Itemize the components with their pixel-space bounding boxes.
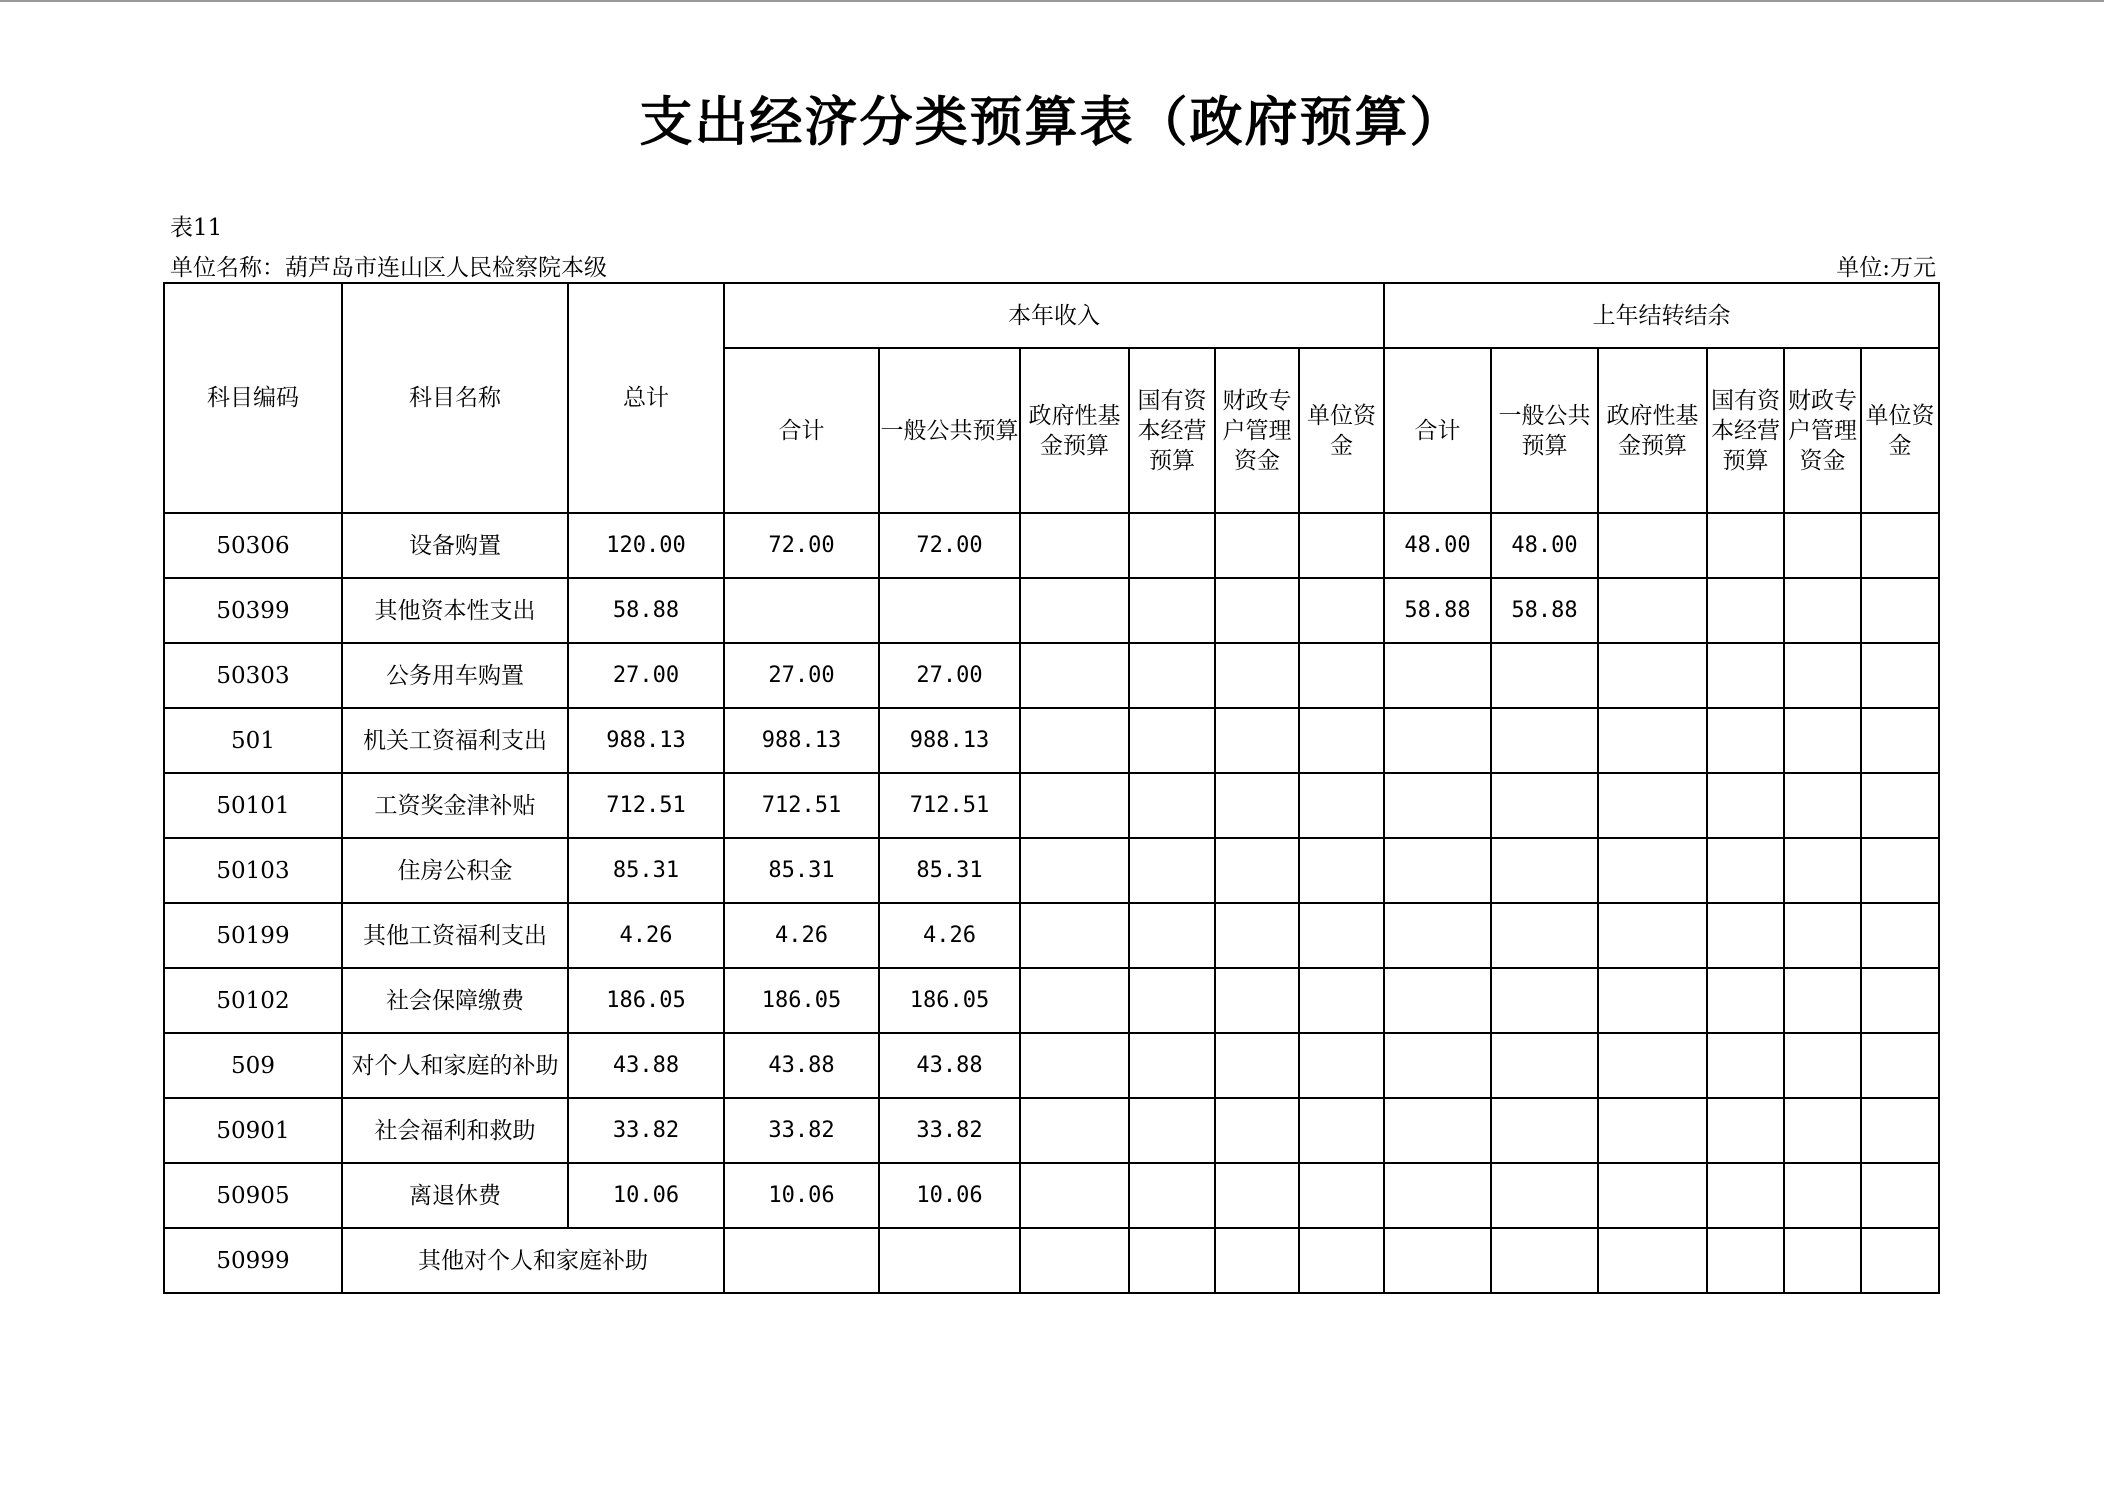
row-p-special <box>1784 1163 1861 1228</box>
row-name: 对个人和家庭的补助 <box>342 1033 568 1098</box>
row-p-unit <box>1861 1163 1939 1228</box>
row-total: 27.00 <box>568 643 724 708</box>
row-p-unit <box>1861 903 1939 968</box>
row-code: 50102 <box>164 968 342 1033</box>
row-name: 社会福利和救助 <box>342 1098 568 1163</box>
row-c-gen <box>879 578 1020 643</box>
row-p-special <box>1784 903 1861 968</box>
row-p-state <box>1707 1033 1784 1098</box>
table-row <box>164 968 1939 1033</box>
row-p-special <box>1784 513 1861 578</box>
row-code: 50999 <box>164 1228 342 1293</box>
row-c-fund <box>1020 1098 1129 1163</box>
row-c-sum: 186.05 <box>724 968 879 1033</box>
row-code: 501 <box>164 708 342 773</box>
row-total: 4.26 <box>568 903 724 968</box>
row-p-sum <box>1384 1033 1491 1098</box>
row-total: 58.88 <box>568 578 724 643</box>
row-p-state <box>1707 708 1784 773</box>
header-current-special: 财政专户管理资金 <box>1215 348 1299 513</box>
row-c-unit <box>1299 1228 1384 1293</box>
header-prior-sum: 合计 <box>1384 348 1491 513</box>
row-p-sum <box>1384 1163 1491 1228</box>
row-total: 120.00 <box>568 513 724 578</box>
row-p-special <box>1784 643 1861 708</box>
header-current-general: 一般公共预算 <box>879 348 1020 513</box>
row-c-special <box>1215 578 1299 643</box>
row-c-sum: 988.13 <box>724 708 879 773</box>
table-row <box>164 708 1939 773</box>
row-c-gen <box>879 1228 1020 1293</box>
row-p-fund <box>1598 643 1707 708</box>
row-c-sum: 33.82 <box>724 1098 879 1163</box>
row-c-gen: 33.82 <box>879 1098 1020 1163</box>
row-code: 50399 <box>164 578 342 643</box>
row-p-gen <box>1491 643 1598 708</box>
page-title: 支出经济分类预算表（政府预算） <box>639 92 1465 153</box>
header-current-year: 本年收入 <box>724 283 1384 348</box>
row-p-sum <box>1384 708 1491 773</box>
row-name: 公务用车购置 <box>342 643 568 708</box>
row-code: 50103 <box>164 838 342 903</box>
row-p-fund <box>1598 968 1707 1033</box>
table-row <box>164 773 1939 838</box>
row-p-gen: 48.00 <box>1491 513 1598 578</box>
row-c-fund <box>1020 773 1129 838</box>
row-c-unit <box>1299 513 1384 578</box>
row-p-special <box>1784 708 1861 773</box>
row-c-special <box>1215 968 1299 1033</box>
row-code: 50303 <box>164 643 342 708</box>
row-p-gen <box>1491 1033 1598 1098</box>
row-p-fund <box>1598 708 1707 773</box>
row-c-fund <box>1020 1228 1129 1293</box>
row-p-gen <box>1491 838 1598 903</box>
row-total: 43.88 <box>568 1033 724 1098</box>
row-name: 其他工资福利支出 <box>342 903 568 968</box>
header-prior-fund: 政府性基金预算 <box>1598 348 1707 513</box>
row-name: 离退休费 <box>342 1163 568 1228</box>
row-total: 10.06 <box>568 1163 724 1228</box>
table-row <box>164 1163 1939 1228</box>
row-p-gen <box>1491 773 1598 838</box>
row-c-fund <box>1020 1163 1129 1228</box>
header-current-state: 国有资本经营预算 <box>1129 348 1215 513</box>
row-total: 712.51 <box>568 773 724 838</box>
row-name: 工资奖金津补贴 <box>342 773 568 838</box>
row-c-sum: 27.00 <box>724 643 879 708</box>
row-p-unit <box>1861 513 1939 578</box>
header-prior-special: 财政专户管理资金 <box>1784 348 1861 513</box>
row-p-fund <box>1598 1098 1707 1163</box>
row-c-state <box>1129 773 1215 838</box>
table-body <box>164 513 1939 1293</box>
row-p-state <box>1707 968 1784 1033</box>
row-c-special <box>1215 838 1299 903</box>
row-p-unit <box>1861 838 1939 903</box>
row-c-state <box>1129 838 1215 903</box>
row-total: 33.82 <box>568 1098 724 1163</box>
row-c-unit <box>1299 1033 1384 1098</box>
currency-unit-label: 单位:万元 <box>1836 255 1936 281</box>
row-c-gen: 85.31 <box>879 838 1020 903</box>
row-p-fund <box>1598 1163 1707 1228</box>
row-c-unit <box>1299 578 1384 643</box>
row-c-state <box>1129 578 1215 643</box>
row-c-state <box>1129 513 1215 578</box>
table-row <box>164 838 1939 903</box>
row-c-fund <box>1020 903 1129 968</box>
row-p-gen <box>1491 1228 1598 1293</box>
row-p-unit <box>1861 1033 1939 1098</box>
row-c-special <box>1215 1033 1299 1098</box>
row-code: 50101 <box>164 773 342 838</box>
row-total: 988.13 <box>568 708 724 773</box>
row-c-special <box>1215 773 1299 838</box>
row-p-unit <box>1861 773 1939 838</box>
row-c-sum: 10.06 <box>724 1163 879 1228</box>
row-c-special <box>1215 1228 1299 1293</box>
row-c-gen: 27.00 <box>879 643 1020 708</box>
row-p-unit <box>1861 708 1939 773</box>
row-c-unit <box>1299 643 1384 708</box>
row-c-sum: 4.26 <box>724 903 879 968</box>
header-current-sum: 合计 <box>724 348 879 513</box>
row-p-unit <box>1861 643 1939 708</box>
row-c-special <box>1215 1163 1299 1228</box>
row-code: 50901 <box>164 1098 342 1163</box>
row-p-special <box>1784 968 1861 1033</box>
row-c-fund <box>1020 968 1129 1033</box>
row-c-gen: 712.51 <box>879 773 1020 838</box>
table-row <box>164 643 1939 708</box>
row-name: 其他对个人和家庭补助 <box>342 1228 724 1293</box>
row-p-unit <box>1861 1228 1939 1293</box>
row-p-sum: 58.88 <box>1384 578 1491 643</box>
row-p-sum <box>1384 903 1491 968</box>
row-c-state <box>1129 643 1215 708</box>
row-c-state <box>1129 1033 1215 1098</box>
row-name: 社会保障缴费 <box>342 968 568 1033</box>
row-p-state <box>1707 773 1784 838</box>
row-c-unit <box>1299 708 1384 773</box>
row-p-special <box>1784 838 1861 903</box>
row-c-state <box>1129 968 1215 1033</box>
row-p-sum <box>1384 1228 1491 1293</box>
header-name: 科目名称 <box>342 283 568 513</box>
row-c-gen: 43.88 <box>879 1033 1020 1098</box>
row-c-state <box>1129 1163 1215 1228</box>
top-border-line <box>0 0 2104 2</box>
row-c-fund <box>1020 643 1129 708</box>
row-p-gen <box>1491 708 1598 773</box>
row-p-unit <box>1861 1098 1939 1163</box>
row-c-gen: 4.26 <box>879 903 1020 968</box>
table-row <box>164 1033 1939 1098</box>
row-total: 186.05 <box>568 968 724 1033</box>
header-current-fund: 政府性基金预算 <box>1020 348 1129 513</box>
row-c-special <box>1215 643 1299 708</box>
row-p-gen <box>1491 1098 1598 1163</box>
row-c-state <box>1129 1098 1215 1163</box>
row-p-gen: 58.88 <box>1491 578 1598 643</box>
row-c-unit <box>1299 773 1384 838</box>
row-c-gen: 10.06 <box>879 1163 1020 1228</box>
row-p-sum <box>1384 1098 1491 1163</box>
row-p-fund <box>1598 773 1707 838</box>
row-name: 住房公积金 <box>342 838 568 903</box>
row-c-fund <box>1020 1033 1129 1098</box>
row-c-gen: 72.00 <box>879 513 1020 578</box>
row-c-state <box>1129 708 1215 773</box>
row-p-special <box>1784 1033 1861 1098</box>
row-p-special <box>1784 578 1861 643</box>
row-code: 50306 <box>164 513 342 578</box>
header-prior-year: 上年结转结余 <box>1384 283 1939 348</box>
row-c-fund <box>1020 513 1129 578</box>
row-p-state <box>1707 1163 1784 1228</box>
row-c-gen: 186.05 <box>879 968 1020 1033</box>
table-row <box>164 1228 1939 1293</box>
row-c-fund <box>1020 578 1129 643</box>
row-c-unit <box>1299 903 1384 968</box>
row-c-gen: 988.13 <box>879 708 1020 773</box>
row-p-state <box>1707 1098 1784 1163</box>
row-c-sum <box>724 1228 879 1293</box>
row-p-fund <box>1598 513 1707 578</box>
row-c-sum: 72.00 <box>724 513 879 578</box>
row-p-unit <box>1861 578 1939 643</box>
row-p-sum <box>1384 643 1491 708</box>
row-c-state <box>1129 903 1215 968</box>
row-c-state <box>1129 1228 1215 1293</box>
table-row <box>164 903 1939 968</box>
row-code: 50905 <box>164 1163 342 1228</box>
row-p-state <box>1707 578 1784 643</box>
header-prior-general: 一般公共预算 <box>1491 348 1598 513</box>
row-c-unit <box>1299 968 1384 1033</box>
row-name: 其他资本性支出 <box>342 578 568 643</box>
row-c-special <box>1215 903 1299 968</box>
row-p-gen <box>1491 968 1598 1033</box>
row-p-fund <box>1598 838 1707 903</box>
row-total: 85.31 <box>568 838 724 903</box>
row-c-sum: 712.51 <box>724 773 879 838</box>
row-p-sum <box>1384 773 1491 838</box>
row-p-special <box>1784 1228 1861 1293</box>
header-prior-state: 国有资本经营预算 <box>1707 348 1784 513</box>
table-row <box>164 513 1939 578</box>
row-p-state <box>1707 1228 1784 1293</box>
table-row <box>164 578 1939 643</box>
row-p-special <box>1784 1098 1861 1163</box>
row-p-fund <box>1598 1033 1707 1098</box>
row-c-unit <box>1299 838 1384 903</box>
row-c-unit <box>1299 1163 1384 1228</box>
row-p-fund <box>1598 578 1707 643</box>
row-c-special <box>1215 513 1299 578</box>
row-code: 50199 <box>164 903 342 968</box>
row-p-state <box>1707 513 1784 578</box>
row-c-fund <box>1020 708 1129 773</box>
table-row <box>164 1098 1939 1163</box>
header-total: 总计 <box>568 283 724 513</box>
header-current-unit: 单位资金 <box>1299 348 1384 513</box>
row-c-sum: 85.31 <box>724 838 879 903</box>
row-name: 机关工资福利支出 <box>342 708 568 773</box>
row-p-unit <box>1861 968 1939 1033</box>
row-p-special <box>1784 773 1861 838</box>
budget-table <box>163 282 1940 1294</box>
row-p-gen <box>1491 903 1598 968</box>
header-code: 科目编码 <box>164 283 342 513</box>
row-p-state <box>1707 903 1784 968</box>
header-prior-unit: 单位资金 <box>1861 348 1939 513</box>
row-c-special <box>1215 1098 1299 1163</box>
table-number-label: 表11 <box>170 215 223 241</box>
row-c-sum <box>724 578 879 643</box>
row-p-sum <box>1384 838 1491 903</box>
row-code: 509 <box>164 1033 342 1098</box>
row-p-fund <box>1598 1228 1707 1293</box>
row-c-sum: 43.88 <box>724 1033 879 1098</box>
row-p-state <box>1707 838 1784 903</box>
row-p-gen <box>1491 1163 1598 1228</box>
row-c-fund <box>1020 838 1129 903</box>
row-p-sum <box>1384 968 1491 1033</box>
row-p-sum: 48.00 <box>1384 513 1491 578</box>
row-c-unit <box>1299 1098 1384 1163</box>
row-c-special <box>1215 708 1299 773</box>
row-name: 设备购置 <box>342 513 568 578</box>
unit-name-label: 单位名称：葫芦岛市连山区人民检察院本级 <box>170 255 607 281</box>
row-p-state <box>1707 643 1784 708</box>
row-p-fund <box>1598 903 1707 968</box>
